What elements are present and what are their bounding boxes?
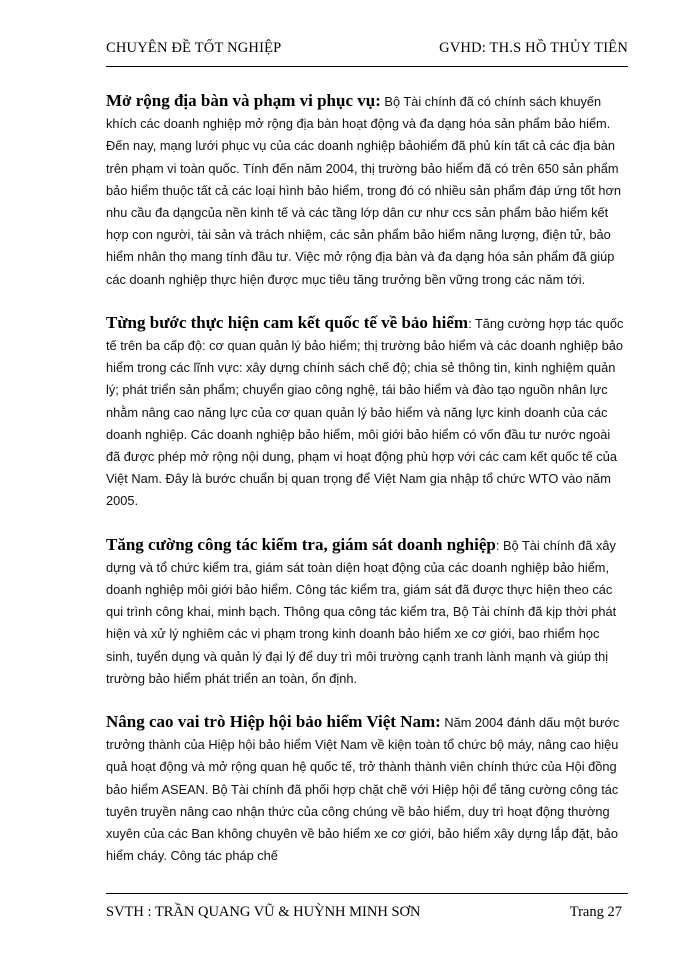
footer-rule (106, 893, 628, 894)
paragraph-heading: Từng bước thực hiện cam kết quốc tế về bảo hiểm (106, 312, 469, 332)
page-header (106, 40, 628, 64)
paragraph-text: Bộ Tài chính đã có chính sách khuyến khích các doanh nghiệp mở rộng địa bàn hoạt động và đa dạng hóa sản phẩm bảo hiểm. Đến nay, mạng lưới phục vụ của các doanh nghiệp bảohiểm đã phủ kín tất cả các địa bàn trên phạm vi toàn quốc. Tính đến năm 2004, thị trường bảo hiểm đã có trên 650 sản phẩm bảo hiểm thuộc tất cả các loại hình bảo hiểm, trong đó có nhiều sản phẩm đáp ứng tốt hơn nhu cầu đa dạngcủa nền kinh tế và các tầng lớp dân cư như ccs sản phẩm bảo hiểm kết hợp con người, tài sản và trách nhiệm, các sản phẩm bảo hiểm năng lượng, điện tử, bảo hiểm nhân thọ mang tính đầu tư. Việc mở rộng địa bàn và đa dạng hóa sản phẩm đã giúp các doanh nghiệp thực hiện được mục tiêu tăng trưởng bền vững trong các năm tới. (106, 94, 621, 287)
footer-authors: SVTH : TRẦN QUANG VŨ & HUỲNH MINH SƠN (106, 904, 421, 920)
page-number: Trang 27 (569, 904, 622, 920)
paragraph-expand-scope (106, 90, 624, 291)
paragraph-international-commitments (106, 312, 624, 513)
page-footer (106, 904, 622, 928)
paragraph-heading: Nâng cao vai trò Hiệp hội bảo hiểm Việt Nam: (106, 712, 441, 732)
paragraph-text: : Tăng cường hợp tác quốc tế trên ba cấp độ: cơ quan quản lý bảo hiểm; thị trường bảo hiểm và các doanh nghiệp bảo hiểm trong các lĩnh vực: xây dựng chính sách chế độ; chia sẻ thông tin, kinh nghiệm quản lý; phát triển sản phẩm; chuyển giao công nghệ, tái bảo hiểm và đào tạo nguồn nhân lực nhằm nâng cao năng lực của cơ quan quản lý bảo hiểm và năng lực kinh doanh của các doanh nghiệp. Các doanh nghiệp bảo hiểm, môi giới bảo hiểm có vốn đầu tư nước ngoài đã được phép mở rộng nội dung, phạm vi hoạt động phù hợp với các cam kết quốc tế của Việt Nam. Đây là bước chuẩn bị quan trọng để Việt Nam gia nhập tổ chức WTO vào năm 2005. (106, 315, 624, 509)
paragraph-heading: Tăng cường công tác kiểm tra, giám sát doanh nghiệp (106, 534, 496, 554)
header-title: CHUYÊN ĐỀ TỐT NGHIỆP (106, 40, 282, 56)
paragraph-insurance-association (106, 711, 624, 867)
paragraph-text: Năm 2004 đánh dấu một bước trưởng thành của Hiệp hội bảo hiểm Việt Nam về kiện toàn tổ chức bộ máy, nâng cao hiệu quả hoạt động và mở rộng quan hệ quốc tế, trở thành thành viên chính thức của Hội đồng bảo hiểm ASEAN. Bộ Tài chính đã phối hợp chặt chẽ với Hiệp hội để tăng cường công tác tuyên truyền nâng cao nhận thức của công chúng về bảo hiểm, duy trì hoạt động thường xuyên của các Ban không chuyên về bảo hiểm xe cơ giới, bảo hiểm xây dựng lắp đặt, bảo hiểm cháy. Công tác pháp chế (106, 715, 620, 864)
paragraph-text: : Bộ Tài chính đã xây dựng và tổ chức kiểm tra, giám sát toàn diện hoạt động của các doanh nghiệp bảo hiểm, doanh nghiệp môi giới bảo hiểm. Công tác kiểm tra, giám sát đã được thực hiện theo các qui trình công khai, minh bạch. Thông qua công tác kiểm tra, Bộ Tài chính đã kịp thời phát hiện và xử lý nghiêm các vi phạm trong kinh doanh bảo hiểm xe cơ giới, bao rhiểm học sinh, tuyển dụng và quản lý đại lý để duy trì môi trường cạnh tranh lành mạnh và giúp thị trường bảo hiểm phát triển an toàn, ổn định. (106, 537, 617, 686)
page-body (106, 90, 624, 889)
paragraph-inspection-supervision (106, 534, 624, 690)
header-advisor: GVHD: TH.S HỒ THỦY TIÊN (439, 40, 628, 56)
paragraph-heading: Mở rộng địa bàn và phạm vi phục vụ: (106, 91, 381, 110)
header-rule (106, 66, 628, 67)
